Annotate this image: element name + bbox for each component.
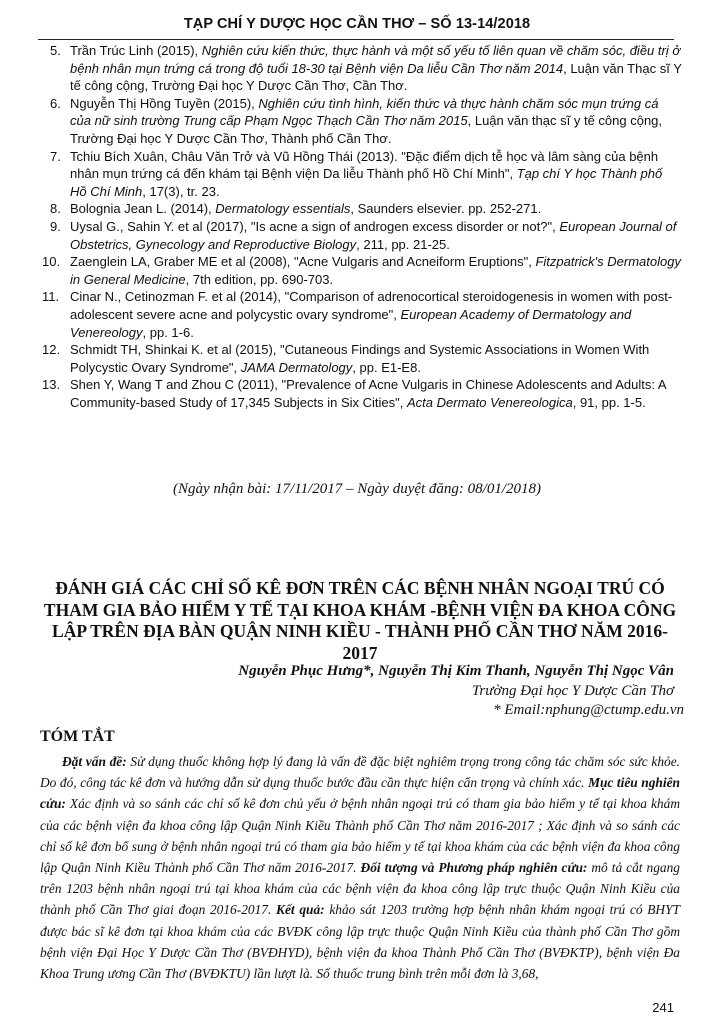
reference-title: Nghiên cứu kiến thức, thực hành và một số yếu tố liên quan về chăm sóc, điều trị ở bệnh nhân mụn trứng cá trong độ tuổi 18-30 tại Bệnh viện Da liễu Cần Thơ năm 2014 — [70, 43, 681, 76]
abstract-section-text: khảo sát 1203 trường hợp bệnh nhân khám ngoại trú có BHYT được bác sĩ kê đơn tại khoa khám của các BVĐK công lập trực thuộc Quận Ninh Kiều của thành phố Cần Thơ gồm bệnh viện Đại Học Y Dược Cần Thơ (BVĐHYD), bệnh viện đa khoa Thành Phố Cần Thơ (BVĐKTP), bệnh viện Đa Khoa Trung ương Cần Thơ (BVĐKTU) lần lượt là. Số thuốc trung bình trên mỗi đơn là 3,68, — [40, 902, 680, 982]
reference-source: , Luận văn thạc sĩ y tế công cộng, Trường Đại học Y Dược Cần Thơ, Thành phố Cần Thơ. — [70, 113, 663, 146]
reference-number: 6. — [50, 95, 61, 111]
article-authors: Nguyễn Phục Hưng*, Nguyễn Thị Kim Thanh, Nguyễn Thị Ngọc Vân — [238, 663, 674, 679]
reference-number: 12. — [42, 342, 61, 358]
abstract-section-label: Mục tiêu nghiên cứu: — [40, 775, 680, 812]
reference-text: Bolognia Jean L. (2014), — [70, 201, 216, 217]
abstract-section-label: Đặt vấn đề: — [62, 754, 127, 769]
reference-text: Cinar N., Cetinozman F. et al (2014), "Comparison of adrenocortical steroidogenesis in women with post-adolescent severe acne and polycystic ovary syndrome", — [70, 289, 673, 322]
reference-text: Nguyễn Thị Hồng Tuyền (2015), — [70, 95, 259, 111]
reference-title: JAMA Dermatology — [240, 359, 353, 375]
reference-number: 5. — [50, 43, 61, 58]
page-number: 241 — [652, 1000, 674, 1015]
abstract-section-label: Kết quả: — [276, 902, 325, 918]
reference-item — [40, 200, 682, 218]
reference-source: , 91, pp. 1-5. — [572, 394, 646, 410]
reference-title: European Journal of Obstetrics, Gynecology and Reproductive Biology — [70, 218, 677, 252]
reference-text: Tchiu Bích Xuân, Châu Văn Trở và Vũ Hồng Thái (2013). "Đặc điểm dịch tễ học và lâm sàng của bệnh nhân mụn trứng cá đến khám tại Bệnh viện Da liễu Thành phố Hồ Chí Minh", — [70, 148, 659, 182]
reference-source: , 17(3), tr. 23. — [142, 183, 220, 199]
reference-text: Shen Y, Wang T and Zhou C (2011), "Prevalence of Acne Vulgaris in Chinese Adolescents and Adults: A Community-based Study of 17,345 Subjects in Six Cities", — [70, 377, 666, 410]
reference-title: Acta Dermato Venereologica — [407, 394, 573, 410]
author-affiliation: Trường Đại học Y Dược Cần Thơ — [471, 683, 674, 699]
reference-source: , 211, pp. 21-25. — [356, 236, 450, 252]
reference-text: Zaenglein LA, Graber ME et al (2008), "Acne Vulgaris and Acneiform Eruptions", — [70, 254, 536, 270]
reference-item — [40, 95, 682, 148]
abstract-body — [40, 751, 680, 984]
reference-source: , Saunders elsevier. pp. 252-271. — [350, 201, 542, 217]
reference-item — [40, 253, 682, 288]
abstract-section-text: mô tả cắt ngang trên 1203 bệnh nhân ngoại trú tại khoa khám của các bệnh viện đa khoa công lập trực thuộc Quận Ninh Kiều của thành phố Cần Thơ giai đoạn 2016-2017. — [40, 860, 680, 918]
journal-header: TẠP CHÍ Y DƯỢC HỌC CẦN THƠ – SỐ 13-14/2018 — [183, 16, 531, 32]
reference-text: Trần Trúc Linh (2015), — [70, 43, 202, 58]
reference-item — [40, 42, 682, 95]
reference-item — [40, 341, 682, 376]
reference-number: 10. — [42, 254, 61, 270]
reference-number: 11. — [42, 289, 60, 305]
author-email: * Email:nphung@ctump.edu.vn — [493, 702, 684, 718]
abstract-section-text: Xác định và so sánh các chỉ số kê đơn chủ yếu ở bệnh nhân ngoại trú có tham gia bảo hiểm y tế tại khoa khám của các bệnh viện đa khoa công lập Quận Ninh Kiều Thành phố Cần Thơ năm 2016-2017 ; Xác định và so sánh các chỉ số kê đơn bổ sung ở bệnh nhân ngoại trú có tham gia bảo hiểm y tế tại khoa khám của các bệnh viện đa khoa công lập Quận Ninh Kiều Thành phố Cần Thơ năm 2016-2017. — [40, 796, 680, 876]
reference-number: 13. — [42, 377, 61, 393]
reference-title: Nghiên cứu tình hình, kiến thức và thực hành chăm sóc mụn trứng cá của nữ sinh trường Trung cấp Phạm Ngọc Thạch Cần Thơ năm 2015 — [70, 95, 659, 129]
reference-title: European Academy of Dermatology and Venereology — [70, 306, 632, 340]
reference-text: Schmidt TH, Shinkai K. et al (2015), "Cutaneous Findings and Systemic Associations in Women With Polycystic Ovary Syndrome", — [70, 342, 650, 375]
reference-text: Uysal G., Sahin Y. et al (2017), "Is acne a sign of androgen excess disorder or not?", — [70, 218, 560, 234]
reference-number: 9. — [50, 218, 61, 234]
reference-item — [40, 148, 682, 201]
reference-source: , 7th edition, pp. 690-703. — [185, 271, 334, 287]
reference-item — [40, 376, 682, 411]
reference-list — [40, 42, 682, 411]
reference-source: , pp. 1-6. — [142, 324, 194, 340]
reference-title: Dermatology essentials — [215, 201, 351, 217]
abstract-heading: TÓM TẮT — [40, 728, 115, 745]
abstract-section-label: Đối tượng và Phương pháp nghiên cứu: — [360, 860, 588, 876]
reference-source: , Luận văn Thạc sĩ Y tế công cộng, Trường Đại học Y Dược Cần Thơ, Cần Thơ. — [70, 60, 682, 94]
received-accepted-dates: (Ngày nhận bài: 17/11/2017 – Ngày duyệt đăng: 08/01/2018) — [172, 481, 541, 497]
reference-number: 7. — [50, 148, 61, 164]
reference-number: 8. — [50, 201, 61, 217]
reference-item — [40, 218, 682, 253]
header-rule — [38, 39, 674, 40]
article-title: ĐÁNH GIÁ CÁC CHỈ SỐ KÊ ĐƠN TRÊN CÁC BỆNH NHÂN NGOẠI TRÚ CÓ THAM GIA BẢO HIỂM Y TẾ TẠI KHOA KHÁM -BỆNH VIỆN ĐA KHOA CÔNG LẬP TRÊN ĐỊA BÀN QUẬN NINH KIỀU - THÀNH PHỐ CẦN THƠ NĂM 2016-2017 — [43, 578, 677, 663]
reference-source: , pp. E1-E8. — [352, 359, 421, 375]
reference-title: Tạp chí Y học Thành phố Hồ Chí Minh — [70, 166, 663, 199]
reference-item — [40, 288, 682, 341]
abstract-section-text: Sử dụng thuốc không hợp lý đang là vấn đề đặc biệt nghiêm trọng trong công tác chăm sóc sức khỏe. Do đó, công tác kê đơn và hướng dẫn sử dụng thuốc bước đầu cần thực hiện cẩn trọng và chính xác. — [40, 754, 681, 791]
reference-title: Fitzpatrick's Dermatology in General Medicine — [70, 254, 681, 287]
